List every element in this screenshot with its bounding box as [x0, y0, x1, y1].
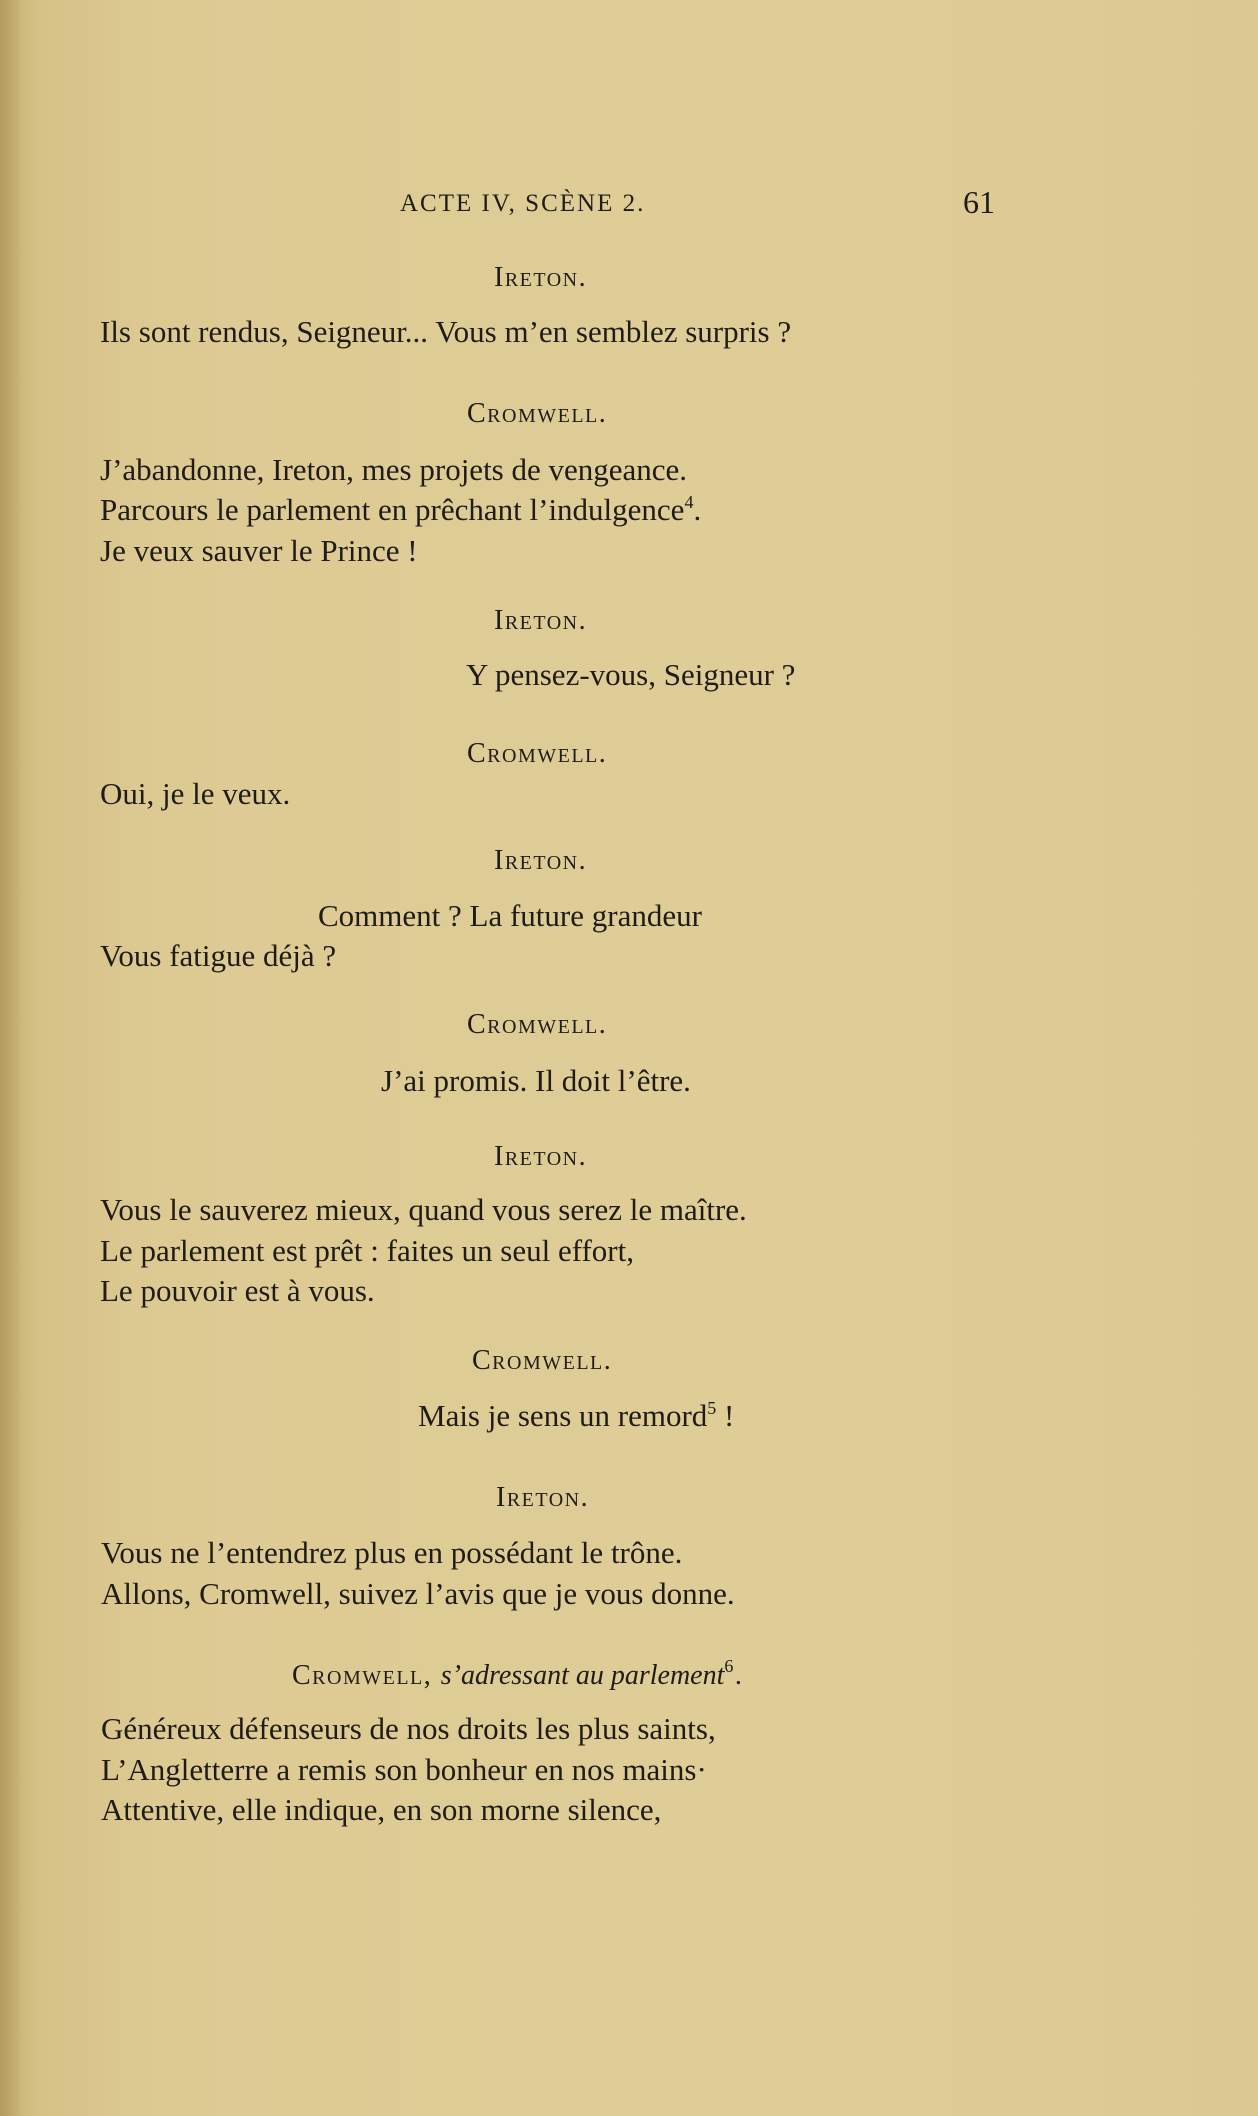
verse-line: Je veux sauver le Prince !: [100, 533, 418, 568]
verse-punct: .: [693, 492, 702, 527]
verse-text: Parcours le parlement en prêchant l’indulgence: [100, 492, 685, 527]
verse-line: Vous le sauverez mieux, quand vous serez le maître.: [100, 1192, 747, 1227]
footnote-ref: 6: [724, 1656, 735, 1676]
verse-line: Ils sont rendus, Seigneur... Vous m’en semblez surpris ?: [100, 314, 792, 349]
verse-line: [418, 1398, 734, 1434]
verse-line: Attentive, elle indique, en son morne silence,: [101, 1792, 662, 1827]
verse-line: Vous fatigue déjà ?: [100, 938, 337, 973]
speaker-ireton: Ireton.: [494, 262, 588, 293]
verse-line: Généreux défenseurs de nos droits les plus saints,: [101, 1711, 716, 1746]
verse-line: L’Angletterre a remis son bonheur en nos mains·: [101, 1752, 707, 1787]
footnote-ref: 4: [684, 492, 694, 512]
verse-line: Le pouvoir est à vous.: [100, 1273, 375, 1308]
verse-punct: !: [716, 1398, 735, 1433]
verse-line: Vous ne l’entendrez plus en possédant le trône.: [101, 1535, 683, 1570]
page-gutter-shadow: [0, 0, 22, 2116]
running-head: ACTE IV, SCÈNE 2.: [400, 190, 646, 217]
speaker-ireton: Ireton.: [494, 605, 588, 636]
verse-line: Oui, je le veux.: [100, 776, 291, 811]
verse-line: Le parlement est prêt : faites un seul effort,: [100, 1233, 634, 1268]
speaker-name: Cromwell,: [292, 1660, 433, 1691]
verse-line: Y pensez-vous, Seigneur ?: [466, 657, 796, 692]
verse-line: J’ai promis. Il doit l’être.: [381, 1063, 691, 1098]
speaker-ireton: Ireton.: [494, 845, 588, 876]
footnote-ref: 5: [707, 1398, 717, 1418]
speaker-cromwell: Cromwell.: [467, 1009, 608, 1040]
speaker-ireton: Ireton.: [496, 1482, 590, 1513]
verse-text: Mais je sens un remord: [418, 1398, 708, 1433]
speaker-cromwell-stage-direction: [292, 1656, 744, 1692]
verse-line: Comment ? La future grandeur: [318, 898, 702, 933]
page-header: [0, 184, 1258, 230]
speaker-cromwell: Cromwell.: [472, 1345, 613, 1376]
speaker-ireton: Ireton.: [494, 1141, 588, 1172]
stage-direction: s’adressant au parlement: [440, 1660, 725, 1691]
verse-line: Allons, Cromwell, suivez l’avis que je vous donne.: [101, 1576, 735, 1611]
speaker-punct: .: [734, 1660, 744, 1691]
verse-line: J’abandonne, Ireton, mes projets de vengeance.: [100, 452, 688, 487]
verse-line: [100, 492, 701, 528]
speaker-cromwell: Cromwell.: [467, 738, 608, 769]
speaker-cromwell: Cromwell.: [467, 398, 608, 429]
page-number: 61: [963, 184, 995, 220]
